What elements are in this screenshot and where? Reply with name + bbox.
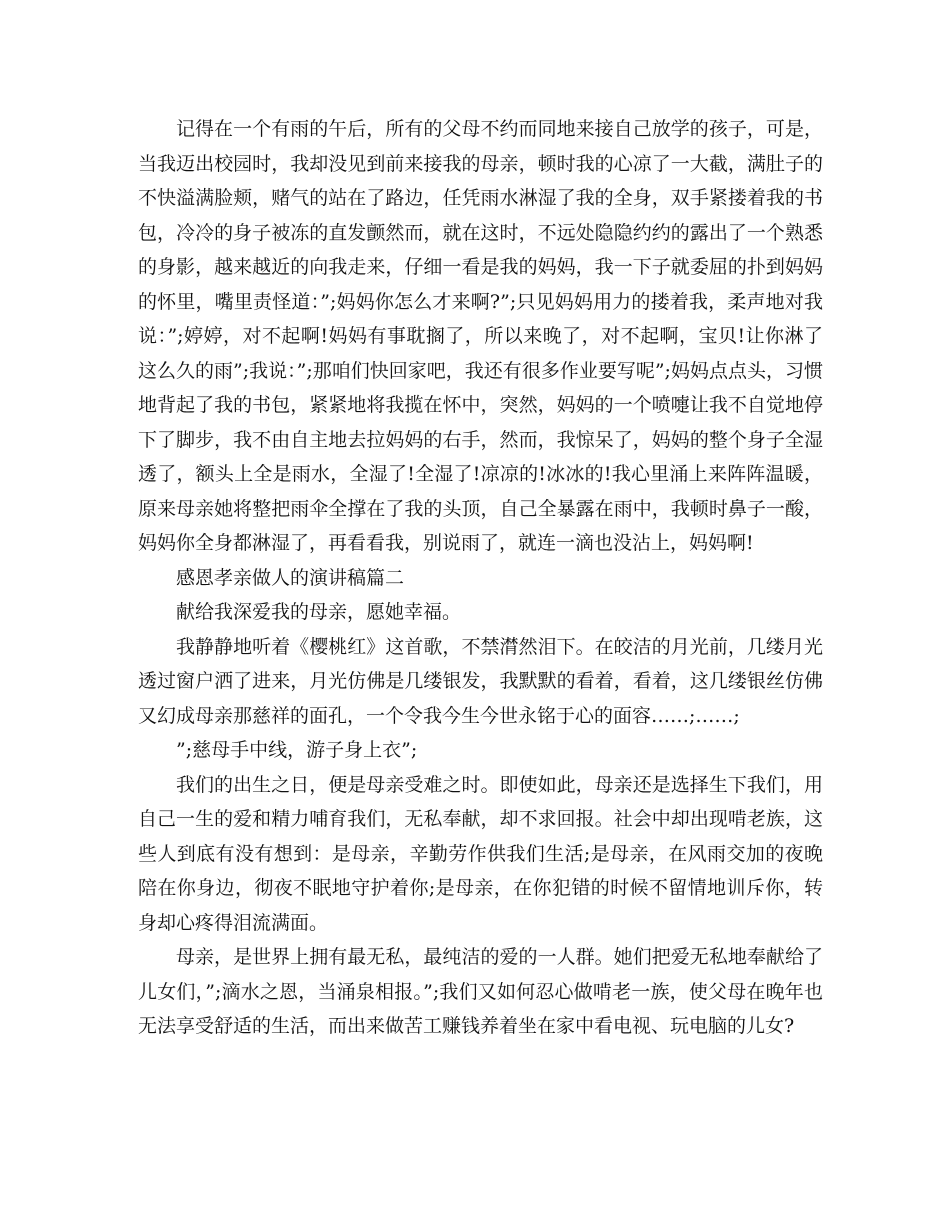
paragraph-rainy-day-memory: 记得在一个有雨的午后，所有的父母不约而同地来接自己放学的孩子，可是，当我迈出校园时，我却没见到前来接我的母亲，顿时我的心凉了一大截，满肚子的不快溢满脸颊，赌气的站在了路边，任凭雨水淋湿了我的全身，双手紧搂着我的书包，冷冷的身子被冻的直发颤然而，就在这时，不远处隐隐约约的露出了一个熟悉的身影，越来越近的向我走来，仔细一看是我的妈妈，我一下子就委屈的扑到妈妈的怀里，嘴里责怪道：”;妈妈你怎么才来啊?”;只见妈妈用力的搂着我，柔声地对我说：”;婷婷，对不起啊!妈妈有事耽搁了，所以来晚了，对不起啊，宝贝!让你淋了这么久的雨”;我说：”;那咱们快回家吧，我还有很多作业要写呢”;妈妈点点头，习惯地背起了我的书包，紧紧地将我揽在怀中，突然，妈妈的一个喷嚏让我不自觉地停下了脚步，我不由自主地去拉妈妈的右手，然而，我惊呆了，妈妈的整个身子全湿透了，额头上全是雨水，全湿了!全湿了!凉凉的!冰冰的!我心里涌上来阵阵温暖，原来母亲她将整把雨伞全撑在了我的头顶，自己全暴露在雨中，我顿时鼻子一酸，妈妈你全身都淋湿了，再看看我，别说雨了，就连一滴也没沾上，妈妈啊! (138, 118, 823, 554)
section-heading: 感恩孝亲做人的演讲稿篇二 (176, 566, 405, 589)
document-body (138, 112, 823, 1044)
paragraph-selfless-love: 母亲，是世界上拥有最无私，最纯洁的爱的一人群。她们把爱无私地奉献给了儿女们，”;滴水之恩，当涌泉相报。”;我们又如何忍心做啃老一族，使父母在晚年也无法享受舒适的生活，而出来做苦工赚钱养着坐在家中看电视、玩电脑的儿女? (138, 946, 823, 1037)
paragraph-cherry-red-song: 我静静地听着《樱桃红》这首歌，不禁潸然泪下。在皎洁的月光前，几缕月光透过窗户洒了进来，月光仿佛是几缕银发，我默默的看着，看着，这几缕银丝仿佛又幻成母亲那慈祥的面孔，一个令我今生今世永铭于心的面容……;……; (138, 635, 823, 727)
dedication-line: 献给我深爱我的母亲，愿她幸福。 (176, 601, 462, 623)
paragraph-mother-sacrifice: 我们的出生之日，便是母亲受难之时。即使如此，母亲还是选择生下我们，用自己一生的爱和精力哺育我们，无私奉献，却不求回报。社会中却出现啃老族，这些人到底有没有想到：是母亲，辛勤劳作供我们生活;是母亲，在风雨交加的夜晚陪在你身边，彻夜不眠地守护着你;是母亲，在你犯错的时候不留情地训斥你，转身却心疼得泪流满面。 (138, 773, 823, 934)
poem-quote-line: ”;慈母手中线，游子身上衣”; (176, 739, 418, 761)
